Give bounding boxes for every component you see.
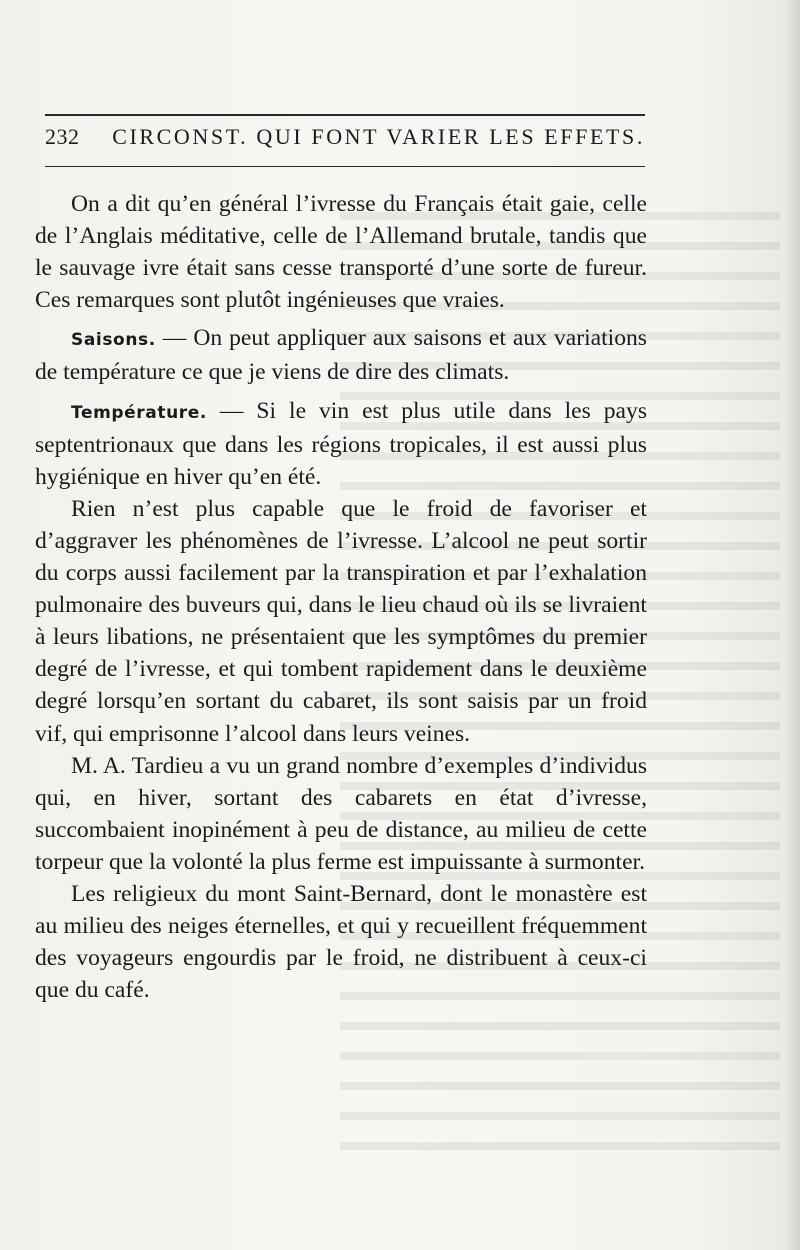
body-text: [35, 188, 647, 1006]
header-rule-top: [45, 114, 645, 116]
paragraph-temperature: [35, 395, 647, 493]
section-heading-temperature: Température.: [71, 402, 207, 423]
running-head: [45, 124, 645, 150]
running-title: CIRCONST. QUI FONT VARIER LES EFFETS.: [112, 124, 645, 149]
paragraph-national-character: On a dit qu’en général l’ivresse du Français était gaie, celle de l’Anglais méditative, celle de l’Allemand brutale, tandis que le sauvage ivre était sans cesse transporté d’une sorte de fureur. Ces remarques sont plutôt ingénieuses que vraies.: [35, 191, 647, 314]
page-number: 232: [45, 124, 80, 149]
paragraph-tardieu: M. A. Tardieu a vu un grand nombre d’exemples d’individus qui, en hiver, sortant des cabarets en état d’ivresse, succombaient inopinément à peu de distance, au milieu de cette torpeur que la volonté la plus ferme est impuissante à surmonter.: [35, 752, 647, 875]
header-rule-bottom: [45, 166, 645, 167]
paragraph-saint-bernard: Les religieux du mont Saint-Bernard, dont le monastère est au milieu des neiges éternelles, et qui y recueillent fréquemment des voyageurs engourdis par le froid, ne distribuent à ceux-ci que du café.: [35, 880, 647, 1004]
page-edge-shadow: [786, 0, 800, 1250]
paragraph-temperature-text: — Si le vin est plus utile dans les pays septentrionaux que dans les régions tropicales, il est aussi plus hygiénique en hiver qu’en été.: [35, 397, 647, 490]
paragraph-saisons: [35, 322, 647, 388]
paragraph-saisons-text: — On peut appliquer aux saisons et aux variations de température ce que je viens de dire des climats.: [35, 325, 647, 386]
section-heading-saisons: Saisons.: [71, 330, 156, 351]
paragraph-cold-effects: Rien n’est plus capable que le froid de favoriser et d’aggraver les phénomènes de l’ivresse. L’alcool ne peut sortir du corps aussi facilement par la transpiration et par l’exhalation pulmonaire des buveurs qui, dans le lieu chaud où ils se livraient à leurs libations, ne présentaient que les symptômes du premier degré de l’ivresse, et qui tombent rapidement dans le deuxième degré lorsqu’en sortant du cabaret, ils sont saisis par un froid vif, qui emprisonne l’alcool dans leurs veines.: [35, 495, 647, 747]
